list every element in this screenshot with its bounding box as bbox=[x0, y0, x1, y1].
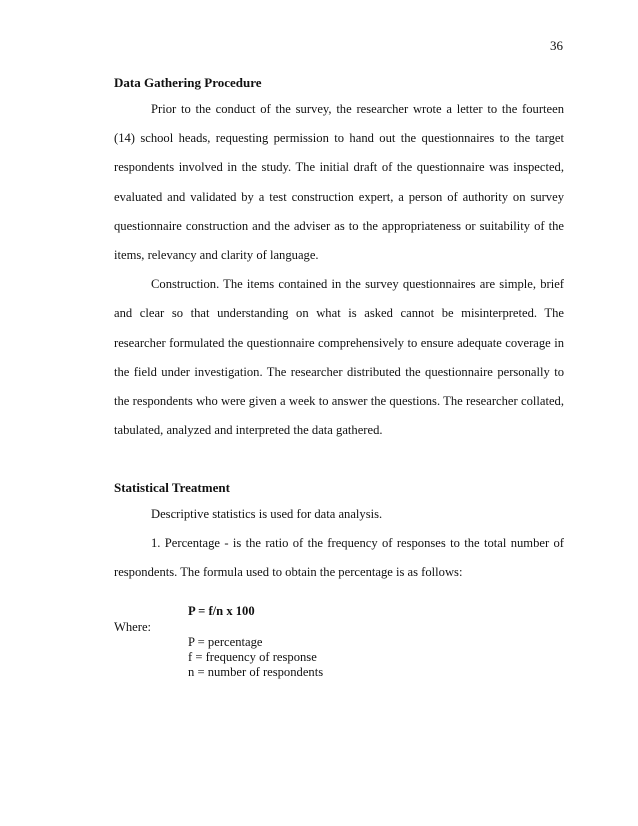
data-gathering-paragraph-1: Prior to the conduct of the survey, the researcher wrote a letter to the fourteen (14) school heads, requesting permission to hand out the questionnaires to the target respondents involved in the study. The initial draft of the questionnaire was inspected, evaluated and validated by a test construction expert, a person of authority on survey questionnaire construction and the adviser as to the appropriateness or suitability of the items, relevancy and clarity of language. bbox=[114, 102, 564, 263]
statistical-treatment-heading: Statistical Treatment bbox=[114, 480, 230, 495]
data-gathering-paragraph-2: Construction. The items contained in the survey questionnaires are simple, brief and clear so that understanding on what is asked cannot be misinterpreted. The researcher formulated the questionnaire comprehensively to ensure adequate coverage in the field under investigation. The researcher distributed the questionnaire personally to the respondents who were given a week to answer the questions. The researcher collated, tabulated, analyzed and interpreted the data gathered. bbox=[114, 277, 564, 438]
definition-respondents: n = number of respondents bbox=[188, 665, 324, 679]
formula-block bbox=[114, 604, 564, 680]
definition-percentage: P = percentage bbox=[188, 635, 263, 649]
data-gathering-section bbox=[114, 95, 564, 445]
statistical-treatment-section bbox=[114, 500, 564, 588]
definition-frequency: f = frequency of response bbox=[188, 650, 317, 664]
data-gathering-heading: Data Gathering Procedure bbox=[114, 75, 262, 90]
page-number: 36 bbox=[550, 38, 563, 53]
statistical-paragraph-1: Descriptive statistics is used for data analysis. bbox=[151, 507, 383, 521]
where-label: Where: bbox=[114, 620, 152, 634]
percentage-formula: P = f/n x 100 bbox=[188, 604, 255, 618]
statistical-paragraph-2: 1. Percentage - is the ratio of the frequency of responses to the total number of respondents. The formula used to obtain the percentage is as follows: bbox=[114, 536, 564, 580]
